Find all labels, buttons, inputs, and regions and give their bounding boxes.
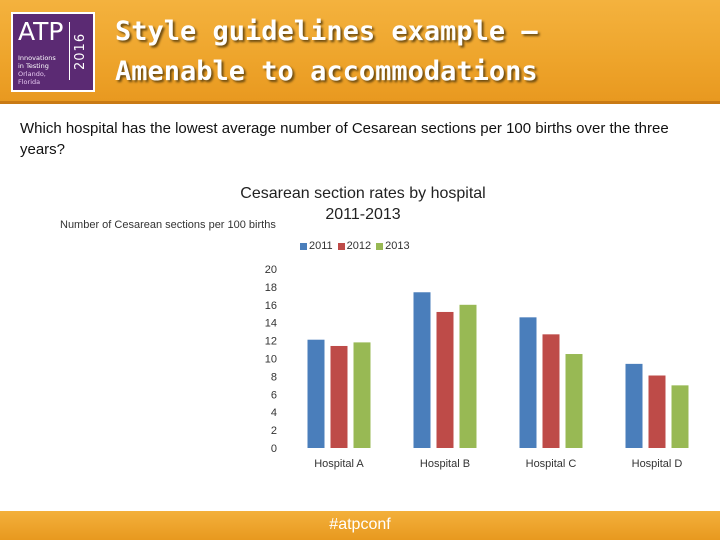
legend-swatch-2012 (338, 243, 345, 250)
slide-title (115, 12, 715, 92)
slide-title-line-2: Amenable to accommodations (115, 56, 538, 87)
bar-hospital-b-2012 (437, 312, 454, 448)
y-axis-label: Number of Cesarean sections per 100 births (60, 219, 276, 231)
bar-hospital-a-2013 (354, 342, 371, 448)
y-tick-label: 12 (264, 335, 277, 348)
legend-label-2013: 2013 (385, 240, 410, 252)
bar-hospital-d-2011 (626, 364, 643, 448)
y-tick-label: 4 (270, 407, 277, 420)
x-tick-label: Hospital D (631, 458, 683, 470)
logo-year: 2016 (73, 32, 88, 70)
y-tick-label: 16 (264, 299, 277, 312)
bar-hospital-a-2012 (331, 346, 348, 448)
logo-atp-text: ATP (18, 17, 64, 46)
y-tick-label: 14 (264, 317, 277, 330)
y-tick-label: 6 (270, 389, 277, 402)
y-tick-label: 0 (270, 443, 277, 455)
x-tick-label: Hospital C (525, 458, 577, 470)
logo-location: Orlando, Florida (18, 70, 46, 86)
legend-label-2011: 2011 (309, 240, 333, 252)
question-text: Which hospital has the lowest average number of Cesarean sections per 100 births over the three years? (20, 120, 669, 158)
bar-hospital-b-2011 (414, 292, 431, 448)
chart-title-line-1: Cesarean section rates by hospital (240, 185, 486, 202)
legend-item-2013 (376, 240, 409, 252)
bar-chart (240, 258, 720, 478)
bar-hospital-c-2013 (566, 354, 583, 448)
x-tick-label: Hospital B (419, 458, 471, 470)
bar-hospital-c-2011 (520, 317, 537, 448)
legend-item-2012 (338, 240, 371, 252)
slide-title-line-1: Style guidelines example – (115, 16, 538, 47)
y-tick-label: 18 (264, 281, 277, 294)
legend-swatch-2011 (300, 243, 307, 250)
legend-label-2012: 2012 (346, 240, 372, 252)
logo-tagline-line-2: in Testing (18, 62, 49, 70)
bar-hospital-d-2012 (649, 376, 666, 448)
slide-header (0, 0, 720, 104)
footer-hashtag: #atpconf (329, 516, 391, 533)
logo-tagline-line-1: Innovations (18, 54, 56, 62)
legend-item-2011 (300, 240, 333, 252)
chart-title-line-2: 2011-2013 (325, 206, 401, 223)
x-tick-label: Hospital A (314, 458, 364, 470)
logo-tagline (18, 54, 70, 86)
y-tick-label: 2 (270, 425, 277, 438)
atp-logo (11, 12, 95, 92)
bar-hospital-c-2012 (543, 334, 560, 448)
bar-hospital-a-2011 (308, 340, 325, 448)
legend-swatch-2013 (376, 243, 383, 250)
bar-hospital-d-2013 (672, 385, 689, 448)
bar-hospital-b-2013 (460, 305, 477, 448)
y-tick-label: 8 (270, 371, 277, 384)
header-divider (0, 101, 720, 104)
y-tick-label: 10 (264, 353, 277, 366)
y-tick-label: 20 (264, 264, 277, 276)
chart-legend (300, 239, 410, 253)
